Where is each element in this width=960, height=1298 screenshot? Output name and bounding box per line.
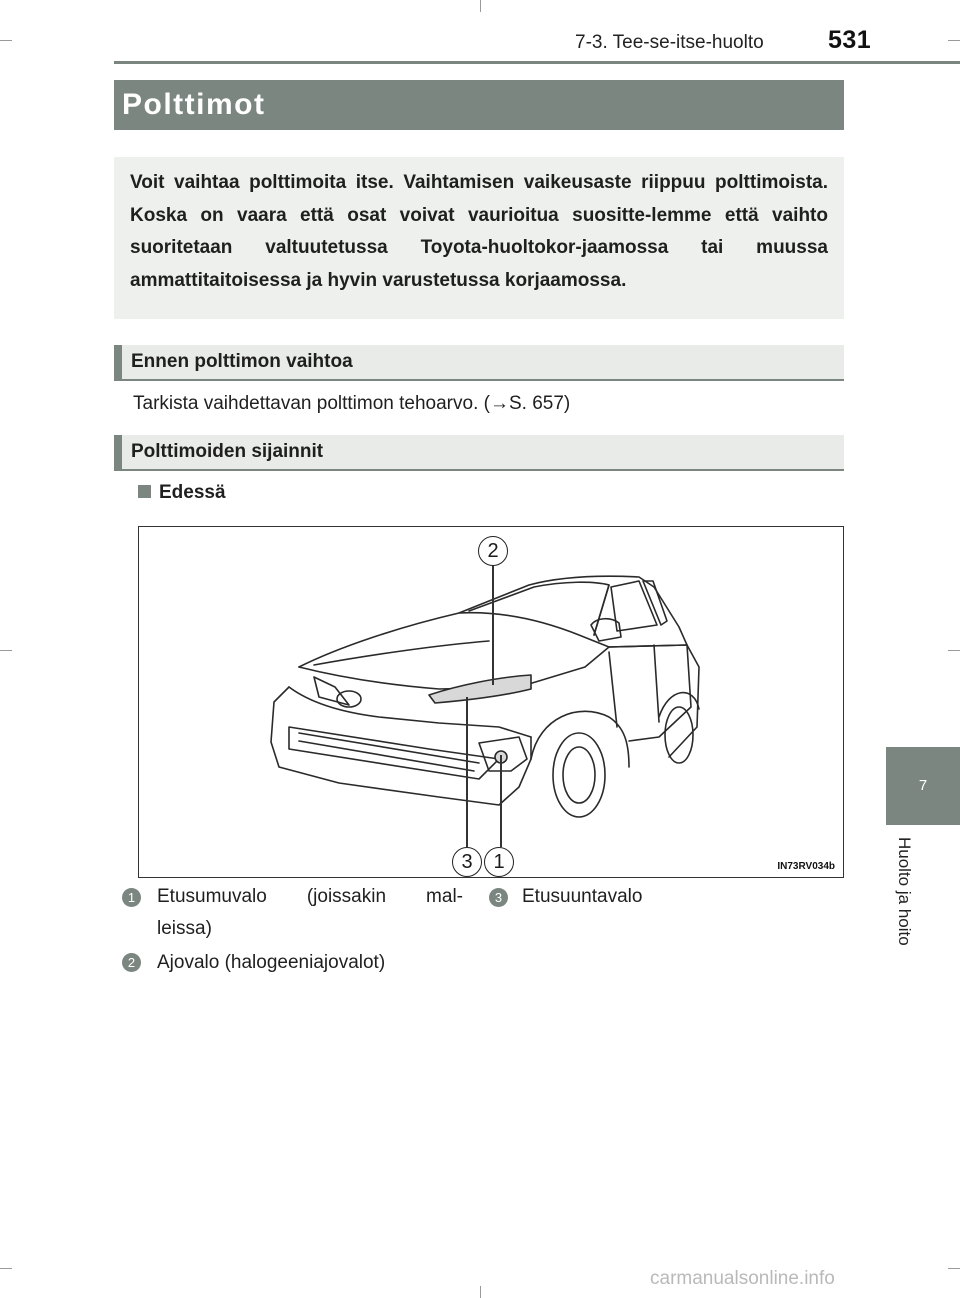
legend-number-3: 3 <box>489 888 508 907</box>
legend-number-2: 2 <box>122 953 141 972</box>
header-rule <box>114 61 960 64</box>
crop-mark <box>0 650 12 651</box>
crop-mark <box>948 1268 960 1269</box>
watermark: carmanualsonline.info <box>650 1268 835 1289</box>
crop-mark <box>948 650 960 651</box>
arrow-icon: → <box>489 393 509 414</box>
callout-1: 1 <box>484 847 514 877</box>
intro-text: Voit vaihtaa polttimoita itse. Vaihtamisen vaikeusaste riippuu polttimoista. Koska on vaara että osat voivat vaurioitua suositte-lemme että vaihto suoritetaan valtuutetussa Toyota-huoltokor-jaamossa tai muussa ammattitaitoisessa ja hyvin varustetussa korjaamossa. <box>130 172 828 291</box>
front-subheading <box>138 482 226 504</box>
crop-mark <box>948 40 960 41</box>
crop-mark <box>0 1268 12 1269</box>
heading-before-replacement: Ennen polttimon vaihtoa <box>114 345 844 381</box>
legend-text-2: Ajovalo (halogeeniajovalot) <box>157 952 386 973</box>
wattage-note-text: Tarkista vaihdettavan polttimon tehoarvo. ( <box>133 393 490 414</box>
callout-3: 3 <box>452 847 482 877</box>
legend-text-1-line1: Etusumuvalo (joissakin mal- <box>157 886 463 907</box>
intro-box <box>114 157 844 319</box>
callout-2: 2 <box>478 536 508 566</box>
callout-leader-3 <box>466 697 468 847</box>
legend-text-1 <box>157 881 463 945</box>
chapter-tab[interactable]: 7 <box>886 747 960 825</box>
square-bullet-icon <box>138 485 151 498</box>
car-drawing <box>139 527 843 877</box>
crop-mark <box>0 40 12 41</box>
page-reference[interactable]: S. 657) <box>508 393 571 414</box>
legend-number-1: 1 <box>122 888 141 907</box>
page-number: 531 <box>828 26 872 54</box>
callout-leader-1 <box>500 755 502 847</box>
front-subheading-text: Edessä <box>159 482 226 503</box>
crop-mark <box>480 1286 481 1298</box>
car-front-illustration <box>138 526 844 878</box>
legend-text-1-line2: leissa) <box>157 918 212 939</box>
callout-leader-2 <box>492 565 494 685</box>
heading-bulb-locations: Polttimoiden sijainnit <box>114 435 844 471</box>
chapter-label: Huolto ja hoito <box>895 837 914 946</box>
page-title: Polttimot <box>114 80 844 130</box>
wattage-note <box>133 393 570 415</box>
legend-text-3: Etusuuntavalo <box>522 886 643 907</box>
figure-code: IN73RV034b <box>777 861 835 872</box>
section-title: 7-3. Tee-se-itse-huolto <box>575 32 764 53</box>
crop-mark <box>480 0 481 12</box>
